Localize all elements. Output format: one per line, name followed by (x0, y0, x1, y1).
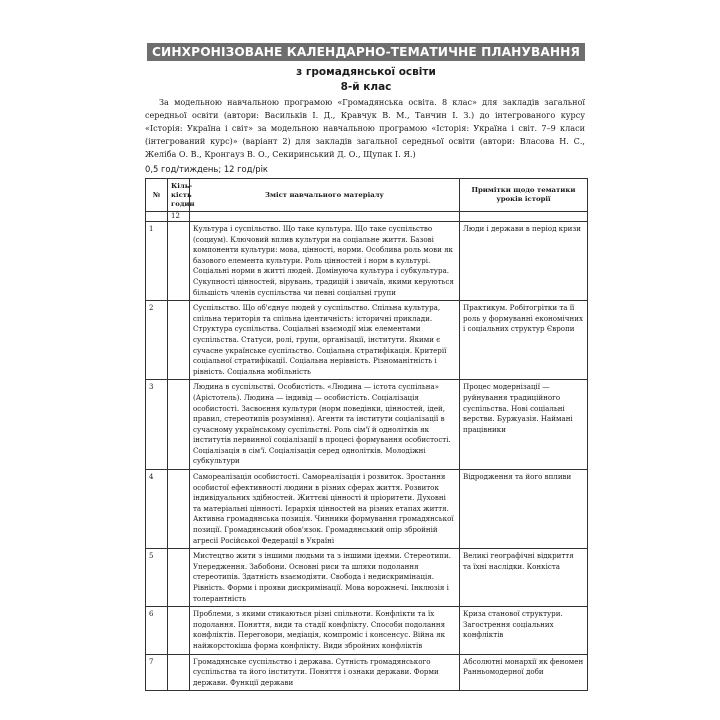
table-row (146, 380, 588, 470)
table-total-row (146, 212, 588, 222)
total-empty-cell (460, 212, 588, 222)
row-note: Великі географічні відкриття та їхні наслідки. Конкіста (460, 549, 588, 607)
total-empty-cell (146, 212, 168, 222)
hours-note: 0,5 год/тиждень; 12 год/рік (145, 164, 268, 174)
row-hours (168, 470, 190, 549)
row-content: Громадянське суспільство і держава. Сутність громадянського суспільства та його інститути. Поняття і ознаки держави. Форми держави. Функції держави (190, 654, 460, 691)
row-note: Процес модернізації — руйнування традиційного суспільства. Нові соціальні верстви. Буржуазія. Наймані працівники (460, 380, 588, 470)
table-row (146, 607, 588, 654)
row-hours (168, 654, 190, 691)
table-row (146, 654, 588, 691)
row-number: 4 (146, 470, 168, 549)
row-content: Самореалізація особистості. Самореалізація і розвиток. Зростання особистої ефективності людини в різних сферах життя. Розвиток індивідуальних здібностей. Життєві цінності й пріоритети. Духовні та матеріальні цінності. Ієрархія цінностей на різних етапах життя. Активна громадянська позиція. Чинники формування громадянської позиції. Громадянський обов'язок. Громадянський опір збройній агресії Російської Федерації в Україні (190, 470, 460, 549)
intro-text: За модельною навчальною програмою «Громадянська освіта. 8 клас» для закладів загальної середньої освіти (автори: Васильків І. Д., Кравчук В. М., Танчин І. З.) до інтегрованого курсу «Історія: Україна і світ» за модельною навчальною програмою «Історія: Україна і світ. 7–9 класи (інтегрований курс)» (варіант 2) для закладів загальної середньої освіти (автори: Власова Н. С., Желіба О. В., Кронгауз В. О., Секиринський Д. О., Щупак І. Я.) (145, 97, 585, 159)
row-number: 2 (146, 301, 168, 380)
total-empty-cell (190, 212, 460, 222)
row-hours (168, 380, 190, 470)
header-content: Зміст навчального матеріалу (190, 179, 460, 212)
page-title: СИНХРОНІЗОВАНЕ КАЛЕНДАРНО-ТЕМАТИЧНЕ ПЛАНУВАННЯ (147, 43, 585, 61)
row-hours (168, 301, 190, 380)
planning-table (145, 178, 588, 691)
table-row (146, 301, 588, 380)
header-notes: Примітки щодо тематики уроків історії (460, 179, 588, 212)
row-note: Люди і держави в період кризи (460, 222, 588, 301)
table-header-row (146, 179, 588, 212)
row-note: Відродження та його впливи (460, 470, 588, 549)
row-hours (168, 222, 190, 301)
row-number: 7 (146, 654, 168, 691)
intro-paragraph (145, 96, 585, 161)
row-note: Криза станової структури. Загострення соціальних конфліктів (460, 607, 588, 654)
row-content: Суспільство. Що об'єднує людей у суспільство. Спільна культура, спільна територія та спільна ідентичність: історичні приклади. Структура суспільства. Соціальні взаємодії між елементами суспільства. Статуси, ролі, групи, організації, інститути. Якими є сучасне українське суспільство. Соціальна стратифікація. Критерії соціальної стратифікації. Соціальна нерівність. Різноманітність і рівність. Соціальна мобільність (190, 301, 460, 380)
row-content: Проблеми, з якими стикаються різні спільноти. Конфлікти та їх подолання. Поняття, види та стадії конфлікту. Способи подолання конфліктів. Переговори, медіація, компроміс і консенсус. Війна як найжорстокіша форма конфлікту. Види збройних конфліктів (190, 607, 460, 654)
total-hours-cell: 12 (168, 212, 190, 222)
row-number: 1 (146, 222, 168, 301)
row-number: 6 (146, 607, 168, 654)
page-subtitle: з громадянської освіти (296, 66, 436, 78)
table-row (146, 549, 588, 607)
row-hours (168, 549, 190, 607)
row-note: Абсолютні монархії як феномен Ранньомодерної доби (460, 654, 588, 691)
row-content: Людина в суспільстві. Особистість. «Людина — істота суспільна» (Арістотель). Людина — індивід — особистість. Соціалізація особистості. Засвоєння культури (норм поведінки, цінностей, ідей, правил, стереотипів розуміння). Агенти та інститути соціалізації в сучасному українському суспільстві. Роль сім'ї й однолітків як інститутів первинної соціалізації в процесі формування особистості. Соціалізація в сім'ї. Соціалізація серед однолітків. Молодіжні субкультури (190, 380, 460, 470)
row-number: 3 (146, 380, 168, 470)
row-note: Практикум. Робітогрітки та її роль у формуванні економічних і соціальних структур Європи (460, 301, 588, 380)
table-row (146, 222, 588, 301)
header-hours: Кіль-кість годин (168, 179, 190, 212)
row-content: Мистецтво жити з іншими людьми та з іншими ідеями. Стереотипи. Упередження. Забобони. Основні риси та шляхи подолання стереотипів. Здатність взаємодіяти. Свобода і недискримінація. Рівність. Форми і прояви дискримінації. Мова ворожнечі. Інклюзія і толерантність (190, 549, 460, 607)
row-number: 5 (146, 549, 168, 607)
header-number: № (146, 179, 168, 212)
grade-label: 8-й клас (340, 81, 392, 93)
row-content: Культура і суспільство. Що таке культура. Що таке суспільство (социум). Ключовий вплив культури на соціальне життя. Базові компоненти культури: мова, цінності, норми. Особлива роль мови як базового елемента культури. Роль цінностей і норм в культурі. Соціальні норми в житті людей. Домінуюча культура і субкультура. Сукупності цінностей, вірувань, традицій і звичаїв, якими керуються більшість членів суспільства чи певні соціальні групи (190, 222, 460, 301)
table-row (146, 470, 588, 549)
row-hours (168, 607, 190, 654)
